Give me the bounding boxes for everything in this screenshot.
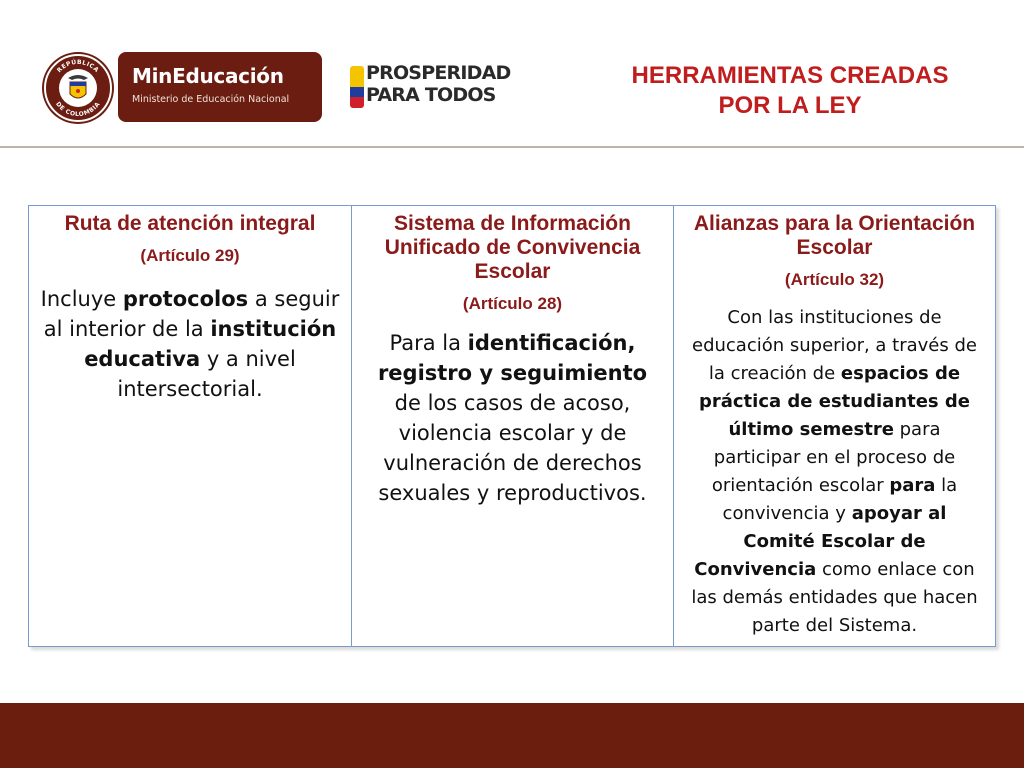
column-title: Ruta de atención integral: [64, 212, 316, 235]
column-body: [362, 328, 663, 508]
ministry-subtitle: Ministerio de Educación Nacional: [132, 94, 290, 105]
body-bold-run: identificación, registro y seguimiento: [377, 331, 648, 385]
slide-title: [580, 61, 1000, 121]
prosperity-line-2: PARA TODOS: [366, 84, 496, 106]
column-article: (Artículo 28): [462, 294, 563, 313]
seal-bottom-text: DE COLOMBIA: [54, 100, 102, 119]
body-bold-run: apoyar al Comité Escolar de Convivencia: [694, 503, 947, 580]
body-text-run: la convivencia y: [722, 475, 958, 524]
column-title: Sistema de Información Unificado de Convivencia Escolar: [384, 212, 641, 283]
footer-bar: [0, 703, 1024, 768]
column-integral-route: [29, 206, 351, 646]
column-body: [39, 284, 341, 404]
body-text-run: de los casos de acoso, violencia escolar y de vulneración de derechos sexuales y reproductivos.: [378, 391, 647, 505]
seal-top-text: REPÚBLICA: [55, 58, 101, 75]
body-bold-run: protocolos: [122, 287, 249, 311]
ministry-name: MinEducación: [132, 64, 284, 88]
slide-title-line-2: POR LA LEY: [718, 92, 862, 119]
body-bold-run: para: [889, 475, 936, 496]
header-divider: [0, 146, 1024, 148]
column-article: (Artículo 32): [784, 270, 885, 289]
column-body: [684, 304, 985, 640]
body-text-run: Con las instituciones de educación superior, a través de la creación de: [692, 307, 977, 384]
body-text-run: Para la: [389, 331, 468, 355]
body-text-run: y a nivel intersectorial.: [117, 347, 296, 401]
slide-title-line-1: HERRAMIENTAS CREADAS: [631, 62, 949, 89]
tools-table: [28, 205, 996, 647]
body-bold-run: institución educativa: [84, 317, 337, 371]
prosperity-line-1: PROSPERIDAD: [366, 62, 511, 84]
column-school-alliances: [673, 206, 995, 646]
column-title: Alianzas para la Orientación Escolar: [693, 212, 976, 259]
slide-header: [0, 0, 1024, 146]
colombia-coat-of-arms-icon: [42, 52, 114, 124]
body-text-run: como enlace con las demás entidades que hacen parte del Sistema.: [691, 559, 978, 636]
body-text-run: Incluye: [40, 287, 123, 311]
ministry-logo: [118, 52, 322, 122]
body-text-run: a seguir al interior de la: [43, 287, 340, 341]
colombia-seal-logo: [42, 52, 114, 124]
body-bold-run: espacios de práctica de estudiantes de último semestre: [698, 363, 971, 440]
body-text-run: para participar en el proceso de orientación escolar: [711, 419, 956, 496]
column-article: (Artículo 29): [140, 246, 240, 265]
column-information-system: [351, 206, 673, 646]
prosperity-logo-text: [366, 62, 510, 106]
colombia-flag-icon: [350, 66, 364, 108]
